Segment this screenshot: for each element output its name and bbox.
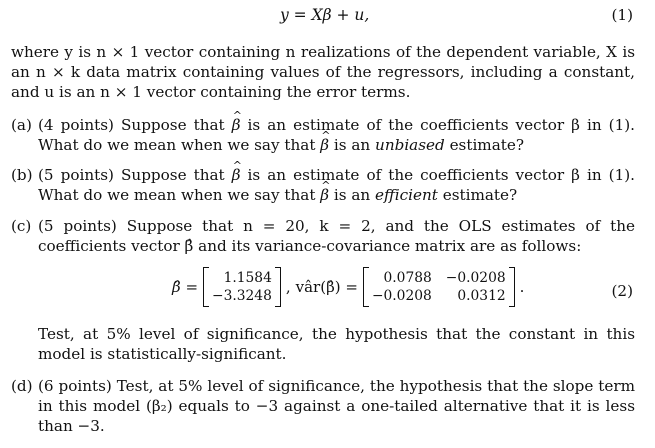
- question-b-text-mid: is an estimate of the coefficients vector β in (1). What do we mean when we say that: [38, 166, 636, 204]
- question-b: (b) (5 points) Suppose that ^ β is an estimate of the coefficients vector β in (1). What do we mean when we say that ^ β is an efficient estimate?: [11, 165, 635, 205]
- var-matrix: [363, 267, 515, 307]
- beta-hat-label: β̂ =: [172, 278, 199, 296]
- question-b-emph: efficient: [375, 186, 438, 204]
- question-a-label: (a): [11, 116, 32, 134]
- question-a-text-before: Suppose that: [121, 116, 225, 134]
- beta-hat-symbol: ^ β: [232, 165, 241, 185]
- question-a-emph: unbiased: [375, 136, 445, 154]
- question-a-text-after: estimate?: [449, 136, 524, 154]
- beta-value: 1.1584: [223, 270, 272, 286]
- question-a: (a) (4 points) Suppose that ^ β is an estimate of the coefficients vector β in (1). What do we mean when we say that ^ β is an unbiased estimate?: [11, 115, 635, 155]
- question-b-text-after: estimate?: [442, 186, 518, 204]
- question-c-text: Suppose that n = 20, k = 2, and the OLS estimates of the coefficients vector β̂ and its variance-covariance matrix are as follows:: [38, 217, 636, 255]
- question-c: [11, 216, 635, 256]
- var-cell: 0.0312: [457, 288, 506, 304]
- question-d: [11, 376, 635, 436]
- question-a-text-mid: is an estimate of the coefficients vector β in (1). What do we mean when we say that: [38, 116, 636, 154]
- question-d-points: (6 points): [38, 377, 112, 395]
- beta-vector: [203, 267, 281, 307]
- question-c-followup-text: Test, at 5% level of significance, the hypothesis that the constant in this model is statistically-significant.: [38, 325, 635, 363]
- var-cell: 0.0788: [383, 270, 432, 286]
- question-c-label: (c): [11, 217, 32, 235]
- question-d-label: (d): [11, 377, 33, 395]
- question-b-points: (5 points): [38, 166, 114, 184]
- question-b-label: (b): [11, 166, 33, 184]
- equation-1-text: y = Xβ + u,: [280, 6, 370, 24]
- question-c-points: (5 points): [38, 217, 117, 235]
- question-a-points: (4 points): [38, 116, 114, 134]
- question-c-followup: [11, 324, 635, 364]
- var-label: vâr(β̂) =: [295, 278, 358, 296]
- equation-1: [280, 6, 369, 24]
- var-cell: −0.0208: [371, 288, 432, 304]
- equation-1-number: (1): [611, 6, 633, 24]
- beta-hat-symbol: ^ β: [320, 185, 329, 205]
- beta-value: −3.3248: [212, 288, 272, 304]
- beta-hat-symbol: ^ β: [320, 135, 329, 155]
- var-cell: −0.0208: [445, 270, 506, 286]
- equation-2: β̂ = 1.1584 −3.3248 , vâr(β̂) = 0.0788 −0.0208 −0.0208 0.0312 .: [172, 267, 524, 307]
- equation-2-number: (2): [611, 282, 633, 300]
- intro-paragraph: where y is n × 1 vector containing n realizations of the dependent variable, X is an n × k data matrix containing values of the regressors, including a constant, and u is an n × 1 vector containing the error terms.: [11, 43, 635, 101]
- beta-hat-symbol: ^ β: [232, 115, 241, 135]
- question-d-text: Test, at 5% level of significance, the hypothesis that the slope term in this model (β₂) equals to −3 against a one-tailed alternative that it is less than −3.: [38, 377, 636, 435]
- question-b-text-before: Suppose that: [121, 166, 225, 184]
